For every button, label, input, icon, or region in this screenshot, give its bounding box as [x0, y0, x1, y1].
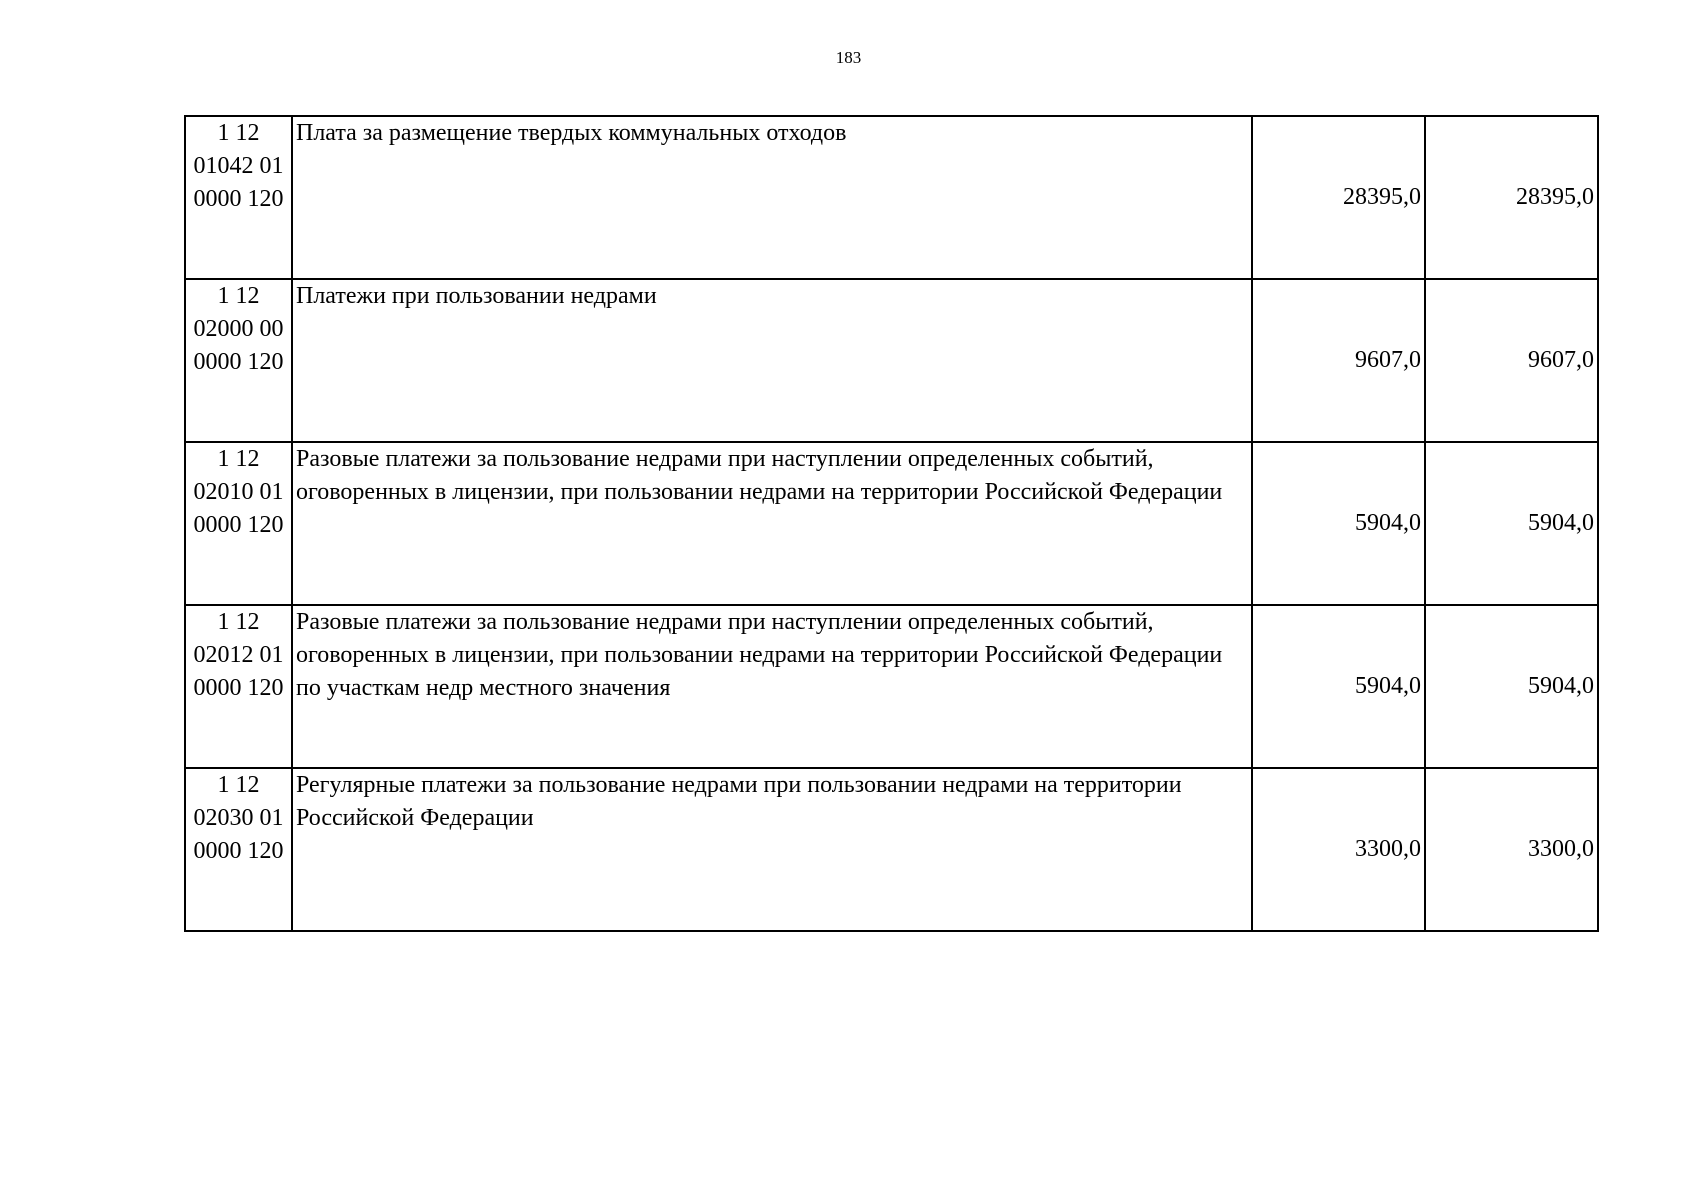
- budget-code-cell: [185, 116, 292, 279]
- budget-code-line: 1 12: [217, 772, 260, 798]
- budget-code-cell: [185, 442, 292, 605]
- item-name-cell: Платежи при пользовании недрами: [292, 279, 1252, 442]
- value-cell-2: 28395,0: [1425, 116, 1598, 279]
- budget-code-line: 0000 120: [193, 675, 284, 701]
- budget-code-cell: [185, 768, 292, 931]
- table-row: [185, 116, 1598, 279]
- value-cell-2: 9607,0: [1425, 279, 1598, 442]
- value-cell-1: 5904,0: [1252, 605, 1425, 768]
- table-row: [185, 442, 1598, 605]
- budget-code-line: 0000 120: [193, 349, 284, 375]
- budget-code-line: 01042 01: [193, 153, 284, 179]
- item-name-cell: Регулярные платежи за пользование недрами при пользовании недрами на территории Российской Федерации: [292, 768, 1252, 931]
- value-cell-2: 5904,0: [1425, 605, 1598, 768]
- budget-code-cell: [185, 605, 292, 768]
- budget-code-line: 02010 01: [193, 479, 284, 505]
- value-cell-1: 9607,0: [1252, 279, 1425, 442]
- budget-code-line: 02030 01: [193, 805, 284, 831]
- table-row: [185, 768, 1598, 931]
- item-name-cell: Плата за размещение твердых коммунальных отходов: [292, 116, 1252, 279]
- budget-code-line: 1 12: [217, 120, 260, 146]
- budget-code-line: 02000 00: [193, 316, 284, 342]
- value-cell-2: 5904,0: [1425, 442, 1598, 605]
- table-row: [185, 605, 1598, 768]
- budget-code-line: 1 12: [217, 446, 260, 472]
- value-cell-2: 3300,0: [1425, 768, 1598, 931]
- budget-code-line: 1 12: [217, 609, 260, 635]
- budget-code-line: 02012 01: [193, 642, 284, 668]
- table-row: [185, 279, 1598, 442]
- budget-code-line: 1 12: [217, 283, 260, 309]
- budget-code-line: 0000 120: [193, 512, 284, 538]
- budget-code-line: 0000 120: [193, 186, 284, 212]
- value-cell-1: 5904,0: [1252, 442, 1425, 605]
- item-name-cell: Разовые платежи за пользование недрами при наступлении определенных событий, оговоренных в лицензии, при пользовании недрами на территории Российской Федерации: [292, 442, 1252, 605]
- budget-code-cell: [185, 279, 292, 442]
- budget-code-line: 0000 120: [193, 838, 284, 864]
- item-name-cell: Разовые платежи за пользование недрами при наступлении определенных событий, оговоренных в лицензии, при пользовании недрами на территории Российской Федерации по участкам недр местного значения: [292, 605, 1252, 768]
- page-number: 183: [835, 48, 862, 67]
- value-cell-1: 28395,0: [1252, 116, 1425, 279]
- value-cell-1: 3300,0: [1252, 768, 1425, 931]
- budget-table: [184, 115, 1599, 932]
